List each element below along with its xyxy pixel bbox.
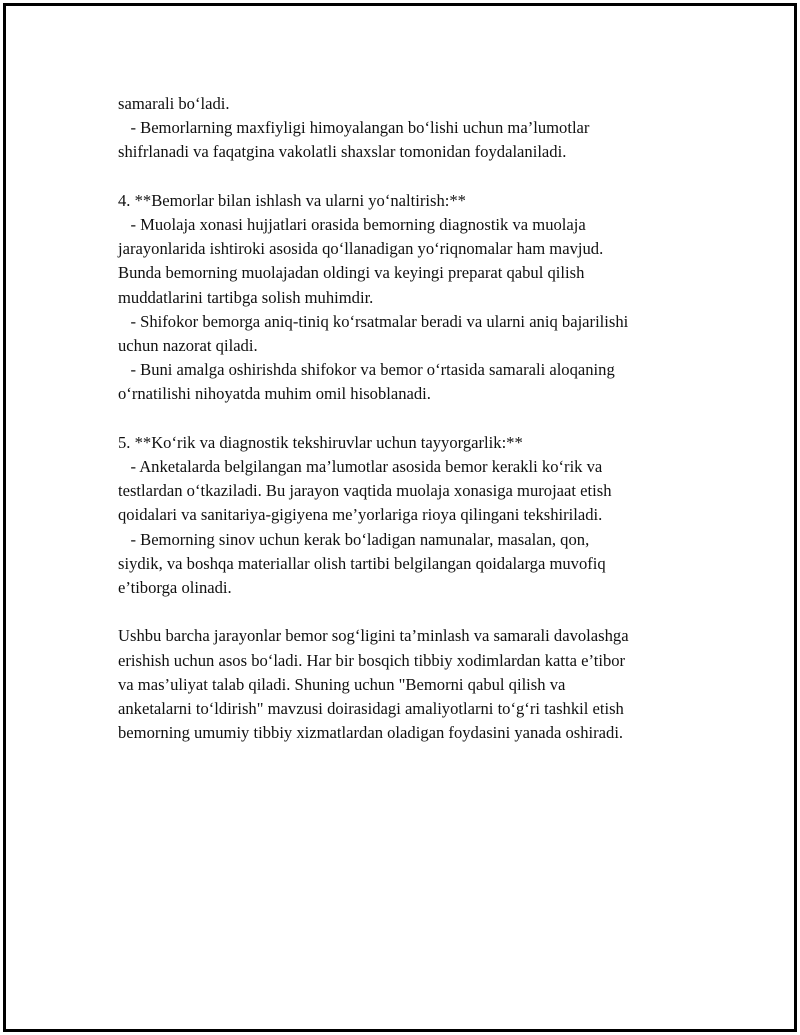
- text-line: qoidalari va sanitariya-gigiyena me’yorlariga rioya qilingani tekshiriladi.: [118, 505, 603, 525]
- document-body: [118, 92, 698, 770]
- conclusion-paragraph: [118, 624, 698, 745]
- text-line: testlardan o‘tkaziladi. Bu jarayon vaqtida muolaja xonasiga murojaat etish: [118, 481, 612, 501]
- text-line: muddatlarini tartibga solish muhimdir.: [118, 287, 374, 307]
- section-4-patients: [118, 189, 698, 407]
- text-line: siydik, va boshqa materiallar olish tartibi belgilangan qoidalarga muvofiq: [118, 553, 606, 573]
- section-5-diagnostics: [118, 431, 698, 600]
- text-line: anketalarni to‘ldirish" mavzusi doirasidagi amaliyotlarni to‘g‘ri tashkil etish: [118, 699, 624, 719]
- text-line: Ushbu barcha jarayonlar bemor sog‘ligini ta’minlash va samarali davolashga: [118, 626, 629, 646]
- text-line: shifrlanadi va faqatgina vakolatli shaxslar tomonidan foydalaniladi.: [118, 142, 567, 162]
- text-line: jarayonlarida ishtiroki asosida qo‘llanadigan yo‘riqnomalar ham mavjud.: [118, 239, 604, 259]
- text-line: samarali bo‘ladi.: [118, 94, 230, 113]
- text-line: erishish uchun asos bo‘ladi. Har bir bosqich tibbiy xodimlardan katta e’tibor: [118, 650, 626, 670]
- text-line: o‘rnatilishi nihoyatda muhim omil hisoblanadi.: [118, 384, 431, 404]
- text-line: bemorning umumiy tibbiy xizmatlardan oladigan foydasini yanada oshiradi.: [118, 723, 624, 743]
- text-line: - Bemorlarning maxfiyligi himoyalangan bo‘lishi uchun ma’lumotlar: [118, 118, 590, 138]
- text-line: - Muolaja xonasi hujjatlari orasida bemorning diagnostik va muolaja: [118, 215, 586, 234]
- text-line: - Shifokor bemorga aniq-tiniq ko‘rsatmalar beradi va ularni aniq bajarilishi: [118, 311, 629, 331]
- text-line: e’tiborga olinadi.: [118, 578, 232, 598]
- text-line: Bunda bemorning muolajadan oldingi va keyingi preparat qabul qilish: [118, 263, 585, 283]
- paragraph-continuation: [118, 92, 698, 165]
- text-line: uchun nazorat qiladi.: [118, 336, 258, 356]
- section-heading: 5. **Ko‘rik va diagnostik tekshiruvlar uchun tayyorgarlik:**: [118, 432, 523, 452]
- text-line: - Bemorning sinov uchun kerak bo‘ladigan namunalar, masalan, qon,: [118, 529, 590, 549]
- text-line: - Buni amalga oshirishda shifokor va bemor o‘rtasida samarali aloqaning: [118, 360, 615, 380]
- section-heading: 4. **Bemorlar bilan ishlash va ularni yo‘naltirish:**: [118, 190, 466, 210]
- text-line: - Anketalarda belgilangan ma’lumotlar asosida bemor kerakli ko‘rik va: [118, 457, 603, 477]
- text-line: va mas’uliyat talab qiladi. Shuning uchun "Bemorni qabul qilish va: [118, 674, 566, 694]
